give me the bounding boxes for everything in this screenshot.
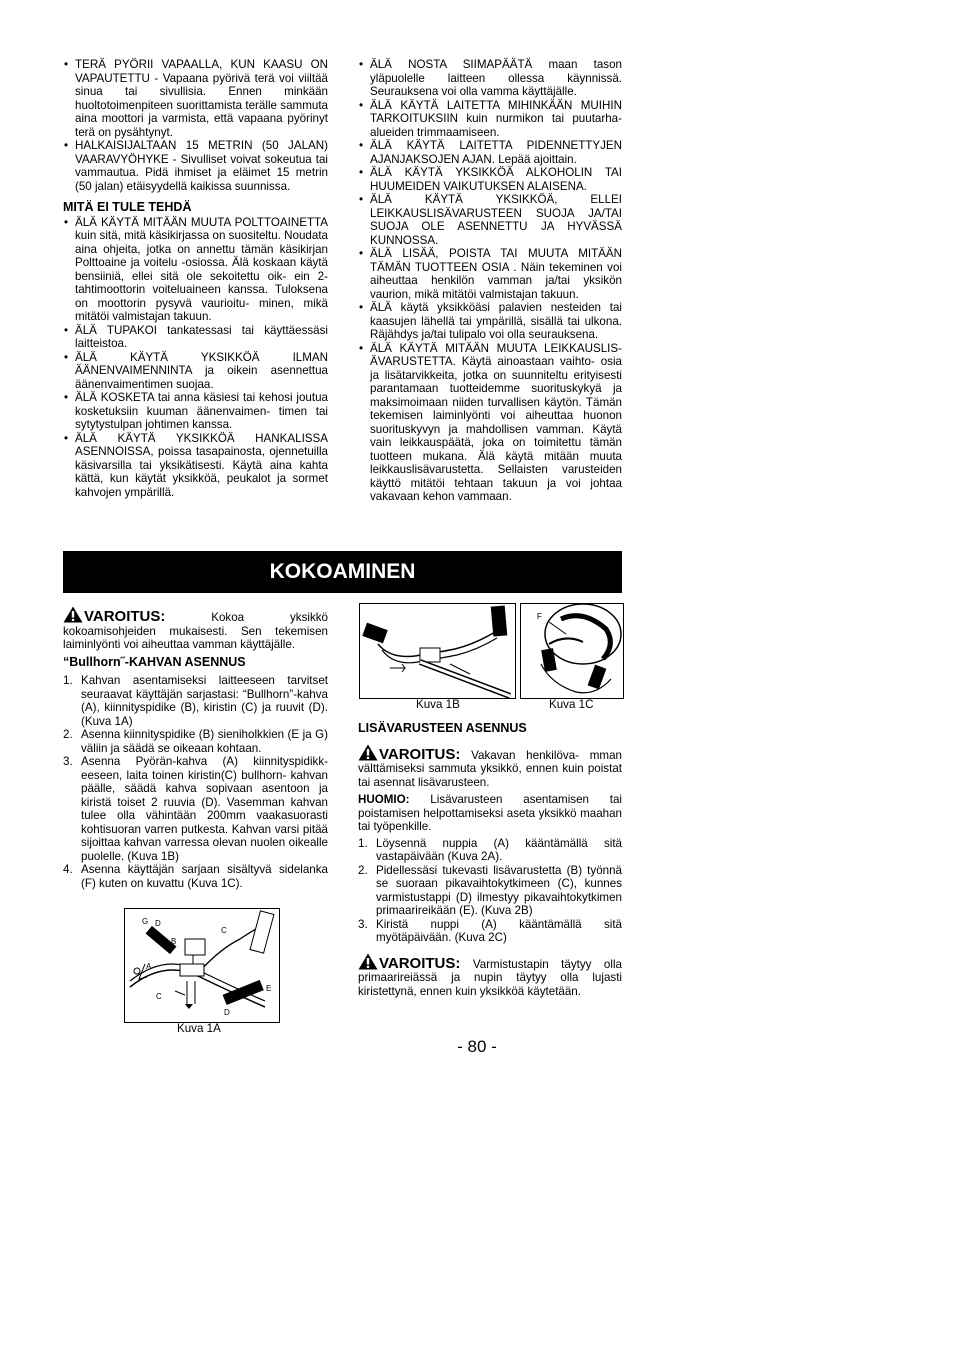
step-number: 1.	[63, 674, 73, 687]
bullet-item: • ÄLÄ KÄYTÄ LAITETTA PIDENNETTYJEN AJANJAKSOJEN AJAN. Lepää ajoittain.	[358, 139, 622, 166]
figure-1b-caption: Kuva 1B	[416, 698, 460, 711]
step-number: 3.	[358, 917, 368, 931]
accessory-warning-2	[358, 953, 622, 999]
warning-text: Varmistustapin täytyy olla primaarireiässä ja nupin täytyy olla lujasti kiristettynä, ennen kuin yksikköä käytetään.	[358, 957, 622, 998]
label-c: C	[221, 926, 227, 935]
dont-bullets-continued	[358, 58, 622, 504]
figure-1c	[520, 603, 624, 699]
dont-bullets	[63, 216, 328, 500]
accessory-heading: LISÄVARUSTEEN ASENNUS	[358, 721, 527, 735]
page-number: - 80 -	[457, 1037, 497, 1056]
accessory-note	[358, 793, 622, 834]
top-left-column	[63, 58, 328, 499]
dont-heading: MITÄ EI TULE TEHDÄ	[63, 200, 192, 214]
step-number: 2.	[63, 728, 73, 741]
section-banner: KOKOAMINEN	[63, 551, 622, 593]
assembly-warning	[63, 606, 328, 652]
top-right-column	[358, 58, 622, 504]
bullet-item: • ÄLÄ KÄYTÄ YKSIKKÖÄ ALKOHOLIN TAI HUUMEIDEN VAIKUTUKSEN ALAISENA.	[358, 166, 622, 193]
accessory-column	[358, 722, 622, 998]
label-b: B	[171, 937, 177, 946]
label-g: G	[142, 917, 149, 926]
handle-position-illustration	[360, 604, 515, 698]
warning-triangle-icon	[358, 953, 378, 970]
safety-bullets	[63, 58, 328, 193]
accessory-steps	[358, 837, 622, 945]
bullet-item: • ÄLÄ NOSTA SIIMAPÄÄTÄ maan tason yläpuolelle laitteen ollessa käynnissä. Seurauksena voi olla vamma käyttäjälle.	[358, 58, 622, 99]
label-a: A	[146, 962, 152, 971]
step-number: 3.	[63, 755, 73, 768]
step-item	[63, 863, 328, 890]
label-f: F	[537, 612, 542, 621]
label-c: C	[156, 992, 162, 1001]
bullet-item: • TERÄ PYÖRII VAPAALLA, KUN KAASU ON VAPAUTETTU - Vapaana pyörivä terä voi viiltää sinua tai sivullisia. Ennen minkään huoltotoimenpiteen suorittamista terälle sammuta aina moottori ja varmista, että vapaana pyörinyt terä on pysähtynyt.	[63, 58, 328, 139]
label-e: E	[266, 984, 272, 993]
bullet-item: • ÄLÄ käytä yksikköäsi palavien nesteiden tai kaasujen lähellä tai ympärillä, sisällä tai ulkona. Räjähdys ja/tai tulipalo voi olla seurauksena.	[358, 301, 622, 342]
figure-1c-caption: Kuva 1C	[549, 698, 594, 711]
bullet-item: • ÄLÄ KÄYTÄ LAITETTA MIHINKÄÄN MUIHIN TARKOITUKSIIN kuin nurmikon tai puutarha-alueiden trimmaamiseen.	[358, 99, 622, 140]
figure-1a-caption: Kuva 1A	[177, 1022, 221, 1035]
step-text: Kahvan asentamiseksi laitteeseen tarvitset seuraavat käyttäjän sarjastasi: “Bullhorn”-kahva (A), kiinnityspidike (B), kiristin (C) ja ruuvit (D). (Kuva 1A)	[81, 674, 328, 728]
step-item	[358, 837, 622, 864]
step-number: 2.	[358, 863, 368, 877]
bullet-item: • ÄLÄ KÄYTÄ MITÄÄN MUUTA POLTTOAINETTA kuin sitä, mitä käsikirjassa on suositeltu. Noudata aina ohjeita, jotka on annettu tämän käsikirjan Polttoaine ja voitelu -osiossa. Älä koskaan käytä bensiiniä, ellei sitä ole sekoitettu oik- ein 2-tahtimoottorin voiteluaineen kanssa. Tuloksena on moottorin pysyvä vaurioitu- minen, mikä mitätöi valmistajan takuun.	[63, 216, 328, 324]
bullet-item: • ÄLÄ KÄYTÄ MITÄÄN MUUTA LEIKKAUSLIS- ÄVARUSTETTA. Käytä ainoastaan vaihto- osia ja lisätarvikkeita, jotka on suunniteltu erityisesti parantamaan tuotteidemme suorituskykyä ja maksimoimaan niiden turvallisen käytön. Tämän tekemisen laiminlyönti voi aiheuttaa huonon suorituskyvyn ja mahdollisen vamman. Käytä vain leikkauspäätä, joka on toimitettu tämän tuotteen mukana. Älä käytä mitään muuta leikkauslisävarustetta. Sellaisten varusteiden käyttö mitätöi tehtaan takuun ja voi johtaa vakavaan kehon vammaan.	[358, 342, 622, 504]
bullet-item: • ÄLÄ KOSKETA tai anna käsiesi tai kehosi joutua kosketuksiin kuuman äänenvaimen- timen tai sytytystulpan johtimen kanssa.	[63, 391, 328, 432]
step-text: Löysennä nuppia (A) kääntämällä sitä vastapäivään (Kuva 2A).	[376, 836, 622, 863]
note-label: HUOMIO:	[358, 793, 410, 806]
bullet-item: • ÄLÄ TUPAKOI tankatessasi tai käyttäessäsi laitteistoa.	[63, 324, 328, 351]
bullhorn-handle-illustration	[125, 909, 279, 1022]
bullhorn-heading: “Bullhorn˝-KAHVAN ASENNUS	[63, 654, 246, 669]
bullhorn-steps	[63, 674, 328, 890]
bullet-item: • ÄLÄ KÄYTÄ YKSIKKÖÄ HANKALISSA ASENNOISSA, poissa tasapainosta, ojennetuilla käsivarsilla tai yksikätisesti. Käytä aina kahta kättä, kun käytät yksikköä, peukalot ja sormet kahvojen ympärillä.	[63, 432, 328, 500]
step-item	[63, 755, 328, 863]
figure-1b	[359, 603, 516, 699]
bullet-item: • ÄLÄ KÄYTÄ YKSIKKÖÄ ILMAN ÄÄNENVAIMENNINTA ja oikein asennettua äänenvaimentimen suojaa.	[63, 351, 328, 392]
step-text: Asenna käyttäjän sarjaan sisältyvä sidelanka (F) kuten on kuvattu (Kuva 1C).	[81, 863, 328, 890]
warning-label: VAROITUS:	[379, 954, 461, 972]
label-d: D	[224, 1008, 230, 1017]
bullet-item: • ÄLÄ LISÄÄ, POISTA TAI MUUTA MITÄÄN TÄMÄN TUOTTEEN OSIA . Näin tekeminen voi aiheuttaa henkilön vamman ja/tai yksikön vaurion, mikä mitätöi valmistajan takuun.	[358, 247, 622, 301]
warning-triangle-icon	[358, 744, 378, 761]
step-number: 4.	[63, 863, 73, 876]
step-item	[358, 918, 622, 945]
accessory-warning	[358, 744, 622, 790]
note-text: Lisävarusteen asentamisen tai poistamisen helpottamiseksi aseta yksikkö maahan tai työpenkille.	[358, 793, 622, 833]
step-item	[63, 728, 328, 755]
warning-label: VAROITUS:	[84, 608, 166, 625]
harness-strap-illustration	[521, 604, 623, 698]
warning-label: VAROITUS:	[379, 745, 461, 763]
warning-triangle-icon	[63, 606, 83, 623]
step-text: Kiristä nuppi (A) kääntämällä sitä myötäpäivään. (Kuva 2C)	[376, 917, 622, 944]
figure-1a	[124, 908, 280, 1023]
step-item	[358, 864, 622, 918]
step-text: Asenna Pyörän-kahva (A) kiinnityspidikk- eeseen, laita toinen kiristin(C) bullhorn- kahvan päälle, säädä kahva sopivaan asentoon ja kiristä toiset 2 ruuvia (D). Vasemman kahvan tulee olla vähintään 200mm vaakasuorasti kohtisuoran varren putkesta. Kahvan varsi pitää sijoittaa kahvan varressa olevan nuolen oikealle puolelle. (Kuva 1B)	[81, 755, 328, 863]
step-text: Pidellessäsi tukevasti lisävarustetta (B) työnnä se suoraan pikavaihtokytkimeen (C), kunnes varmistustappi (D) ilmestyy pikavaihtokytkimen primaarireikään (E). (Kuva 2B)	[376, 863, 622, 917]
label-d: D	[155, 919, 161, 928]
bullet-item: • ÄLÄ KÄYTÄ YKSIKKÖÄ, ELLEI LEIKKAUSLISÄVARUSTEEN SUOJA JA/TAI SUOJA OLE ASENNETTU JA HYVÄSSÄ KUNNOSSA.	[358, 193, 622, 247]
step-number: 1.	[358, 836, 368, 850]
bullet-item: • HALKAISIJALTAAN 15 METRIN (50 JALAN) VAARAVYÖHYKE - Sivulliset voivat sokeutua tai vammautua. Pidä ihmiset ja eläimet 15 metrin (50 jalan) etäisyydellä kaikissa suunnissa.	[63, 139, 328, 193]
step-item	[63, 674, 328, 728]
step-text: Asenna kiinnityspidike (B) sieniholkkien (E ja G) väliin ja säädä se oikeaan kohtaan.	[81, 728, 328, 755]
warning-text: Vakavan henkilöva- mman välttämiseksi sammuta yksikkö, ennen kuin poistat tai asennat lisävarusteen.	[358, 748, 622, 789]
warning-text: Kokoa yksikkö kokoamisohjeiden mukaisesti. Sen tekemisen laiminlyönti voi aiheuttaa vamman käyttäjälle.	[63, 611, 328, 651]
assembly-column	[63, 606, 328, 890]
